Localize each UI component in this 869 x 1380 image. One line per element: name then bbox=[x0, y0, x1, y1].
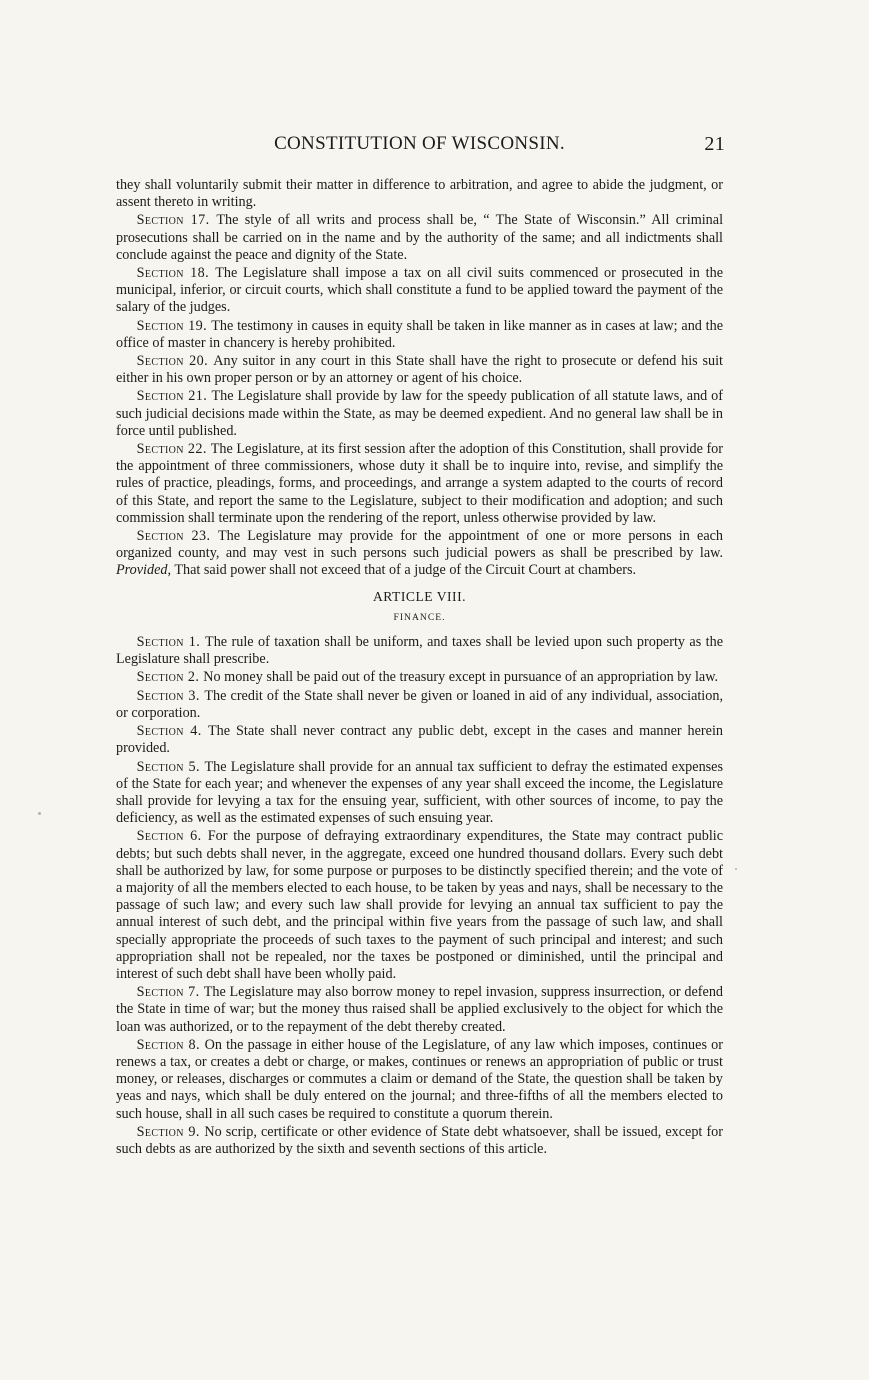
section-label: Section 9. bbox=[136, 1123, 200, 1140]
section-text: The State shall never contract any public debt, except in the cases and manner herein provided. bbox=[116, 723, 723, 757]
section-paragraph bbox=[116, 723, 723, 757]
section-paragraph bbox=[116, 669, 723, 686]
section-text: The Legislature shall impose a tax on all civil suits commenced or prosecuted in the municipal, inferior, or circuit courts, which shall constitute a fund to be applied toward the payment of the salary of the judges. bbox=[116, 265, 723, 316]
article-subheading: FINANCE. bbox=[393, 611, 446, 623]
paragraph-text: they shall voluntarily submit their matter in difference to arbitration, and agree to abide the judgment, or assent thereto in writing. bbox=[116, 177, 723, 211]
article-heading: ARTICLE VIII. bbox=[372, 588, 467, 604]
section-text: The Legislature shall provide for an annual tax sufficient to defray the estimated expenses of the State for each year; and whenever the expenses of any year shall exceed the income, the Legislature shall provide for levying a tax for the ensuing year, sufficient, with other sources of income, to pay the deficiency, as well as the estimated expenses of such ensuing year. bbox=[116, 758, 723, 827]
section-label: Section 3. bbox=[136, 687, 200, 704]
section-label: Section 18. bbox=[136, 265, 210, 282]
section-text: The Legislature may provide for the appointment of one or more persons in each organized county, and may vest in such persons such judicial powers as shall be prescribed by law. bbox=[116, 528, 724, 562]
section-text: No scrip, certificate or other evidence of State debt whatsoever, shall be issued, except for such debts as are authorized by the sixth and seventh sections of this article. bbox=[116, 1123, 723, 1157]
section-paragraph bbox=[116, 318, 723, 352]
section-label: Section 2. bbox=[136, 669, 200, 686]
section-paragraph bbox=[116, 688, 723, 722]
section-label: Section 20. bbox=[136, 353, 209, 370]
section-text: No money shall be paid out of the treasury except in pursuance of an appropriation by law. bbox=[203, 669, 719, 686]
section-text: That said power shall not exceed that of a judge of the Circuit Court at chambers. bbox=[174, 562, 637, 579]
section-text: The credit of the State shall never be given or loaned in aid of any individual, association, or corporation. bbox=[116, 687, 723, 721]
page-number: 21 bbox=[704, 133, 725, 155]
paragraph bbox=[116, 177, 723, 211]
body-text bbox=[116, 177, 723, 1159]
section-label: Section 17. bbox=[136, 212, 210, 229]
section-text: The testimony in causes in equity shall be taken in like manner as in cases at law; and the office of master in chancery is hereby prohibited. bbox=[116, 317, 724, 351]
scan-speck bbox=[735, 868, 737, 870]
section-label: Section 5. bbox=[136, 758, 200, 775]
section-text: For the purpose of defraying extraordinary expenditures, the State may contract public debts; but such debts shall never, in the aggregate, exceed one hundred thousand dollars. Every such debt shall be authorized by law, for some purpose or purposes to be distinctly specified therein; and the vote of a majority of all the members elected to each house, to be taken by yeas and nays, shall be necessary to the passage of such law; and every such law shall provide for levying an annual tax sufficient to pay the annual interest of such debt, and the principal within five years from the passage of such law, and shall specially appropriate the proceeds of such taxes to the payment of such principal and interest; and such appropriation shall not be repealed, nor the taxes be postponed or diminished, until the principal and interest of such debt shall have been wholly paid. bbox=[116, 828, 723, 982]
section-label: Section 7. bbox=[136, 984, 200, 1001]
page-title: CONSTITUTION OF WISCONSIN. bbox=[274, 133, 565, 154]
section-text: The Legislature may also borrow money to repel invasion, suppress insurrection, or defend the State in time of war; but the money thus raised shall be applied exclusively to the object for which the loan was authorized, or to the repayment of the debt thereby created. bbox=[116, 984, 724, 1035]
section-paragraph bbox=[116, 528, 723, 580]
section-paragraph bbox=[116, 759, 723, 828]
running-header bbox=[116, 133, 723, 159]
section-label: Section 19. bbox=[136, 317, 208, 334]
section-label: Section 8. bbox=[136, 1036, 200, 1053]
proviso-word: Provided, bbox=[116, 562, 172, 579]
section-text: On the passage in either house of the Legislature, of any law which imposes, continues or renews a tax, or creates a debt or charge, or makes, continues or renews an appropriation of public or trust money, or releases, discharges or commutes a claim or demand of the State, the question shall be taken by yeas and nays, which shall be duly entered on the journal; and three-fifths of all the members elected to such house, shall in all such cases be required to constitute a quorum therein. bbox=[116, 1036, 723, 1122]
section-paragraph bbox=[116, 1037, 723, 1123]
section-paragraph bbox=[116, 634, 723, 668]
section-paragraph bbox=[116, 1124, 723, 1158]
section-text: The Legislature, at its first session after the adoption of this Constitution, shall provide for the appointment of three commissioners, whose duty it shall be to inquire into, revise, and simplify the rules of practice, pleadings, forms, and proceedings, and arrange a system adapted to the courts of record of this State, and report the same to the Legislature, subject to their modification and adoption; and such commission shall terminate upon the rendering of the report, unless otherwise provided by law. bbox=[116, 441, 723, 526]
section-text: The rule of taxation shall be uniform, and taxes shall be levied upon such property as the Legislature shall prescribe. bbox=[116, 634, 723, 668]
scan-speck bbox=[38, 812, 41, 815]
section-label: Section 4. bbox=[136, 723, 202, 740]
section-paragraph bbox=[116, 388, 723, 440]
section-paragraph bbox=[116, 212, 723, 264]
section-paragraph bbox=[116, 353, 723, 387]
section-paragraph bbox=[116, 441, 723, 527]
section-text: Any suitor in any court in this State shall have the right to prosecute or defend his suit either in his own proper person or by an attorney or agent of his choice. bbox=[116, 353, 723, 387]
section-paragraph bbox=[116, 984, 723, 1036]
section-label: Section 21. bbox=[136, 388, 208, 405]
section-text: The style of all writs and process shall be, “ The State of Wisconsin.” All criminal prosecutions shall be carried on in the name and by the authority of the same; and all indictments shall conclude against the peace and dignity of the State. bbox=[116, 212, 724, 263]
section-paragraph bbox=[116, 828, 723, 983]
section-text: The Legislature shall provide by law for the speedy publication of all statute laws, and of such judicial decisions made within the State, as may be deemed expedient. And no general law shall be in force until published. bbox=[116, 388, 723, 439]
section-label: Section 23. bbox=[136, 528, 211, 545]
section-label: Section 1. bbox=[136, 634, 201, 651]
section-label: Section 6. bbox=[136, 828, 202, 845]
section-label: Section 22. bbox=[136, 441, 207, 458]
section-paragraph bbox=[116, 265, 723, 317]
